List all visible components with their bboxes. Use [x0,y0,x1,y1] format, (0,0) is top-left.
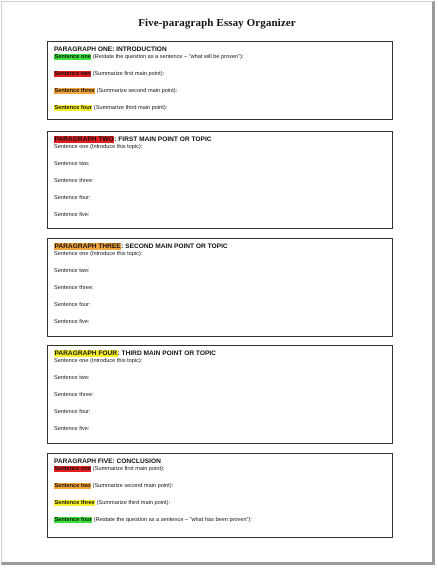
p5-sentence-three [54,500,392,507]
highlight-orange: Sentence two [54,483,91,489]
p5-sentence-three-text: (Summarize third main point): [95,500,171,506]
paragraph-one-heading: PARAGRAPH ONE: INTRODUCTION [54,46,167,53]
highlight-green: Sentence four [54,517,92,523]
paragraph-four-heading [54,350,392,358]
p5-sentence-four [54,517,392,524]
p4-sentence-one: Sentence one (Introduce this topic): [54,358,143,364]
p5-sentence-two [54,483,392,490]
paragraph-four-box [47,345,393,444]
p2-sentence-four: Sentence four: [54,195,91,201]
highlight-red: Sentence one [54,466,91,472]
p5-sentence-four-text: (Restate the question as a sentence – “what has been proven”): [92,517,252,523]
p1-sentence-four-text: (Summarize third main point): [92,105,168,111]
paragraph-one-box [47,41,393,120]
highlight-yellow: Sentence three [54,500,95,506]
p2-sentence-one: Sentence one (Introduce this topic): [54,144,143,150]
p2-sentence-two: Sentence two: [54,161,90,167]
paragraph-three-heading [54,243,392,251]
document-page [1,1,435,565]
p1-sentence-one-text: (Restate the question as a sentence – “what will be proven”): [91,54,244,60]
p3-sentence-one: Sentence one (Introduce this topic): [54,251,143,257]
highlight-orange: Sentence three [54,88,95,94]
p3-sentence-two: Sentence two: [54,268,90,274]
paragraph-two-heading-text: : FIRST MAIN POINT OR TOPIC [114,136,212,143]
paragraph-three-heading-text: : SECOND MAIN POINT OR TOPIC [121,243,228,250]
page-title: Five-paragraph Essay Organizer [138,17,296,29]
p4-sentence-three: Sentence three: [54,392,94,398]
paragraph-two-heading [54,136,392,144]
highlight-orange: PARAGRAPH THREE [54,243,121,250]
p4-sentence-two: Sentence two: [54,375,90,381]
p1-sentence-one [54,54,392,61]
highlight-red: PARAGRAPH TWO [54,136,114,143]
highlight-yellow: PARAGRAPH FOUR [54,350,118,357]
p1-sentence-four [54,105,392,112]
paragraph-four-heading-text: : THIRD MAIN POINT OR TOPIC [117,350,216,357]
paragraph-three-box [47,238,393,337]
highlight-red: Sentence two [54,71,91,77]
p1-sentence-three [54,88,392,95]
p2-sentence-three: Sentence three: [54,178,94,184]
p1-sentence-two-text: (Summarize first main point): [91,71,165,77]
p1-sentence-two [54,71,392,78]
p4-sentence-five: Sentence five: [54,426,90,432]
p1-sentence-three-text: (Summarize second main point): [95,88,178,94]
p4-sentence-four: Sentence four: [54,409,91,415]
p2-sentence-five: Sentence five: [54,212,90,218]
p3-sentence-four: Sentence four: [54,302,91,308]
paragraph-five-heading: PARAGRAPH FIVE: CONCLUSION [54,458,161,465]
paragraph-five-box [47,453,393,538]
highlight-green: Sentence one [54,54,91,60]
p3-sentence-five: Sentence five: [54,319,90,325]
p5-sentence-one [54,466,392,473]
p5-sentence-one-text: (Summarize first main point): [91,466,165,472]
paragraph-two-box [47,131,393,229]
p5-sentence-two-text: (Summarize second main point): [91,483,174,489]
p3-sentence-three: Sentence three: [54,285,94,291]
highlight-yellow: Sentence four [54,105,92,111]
